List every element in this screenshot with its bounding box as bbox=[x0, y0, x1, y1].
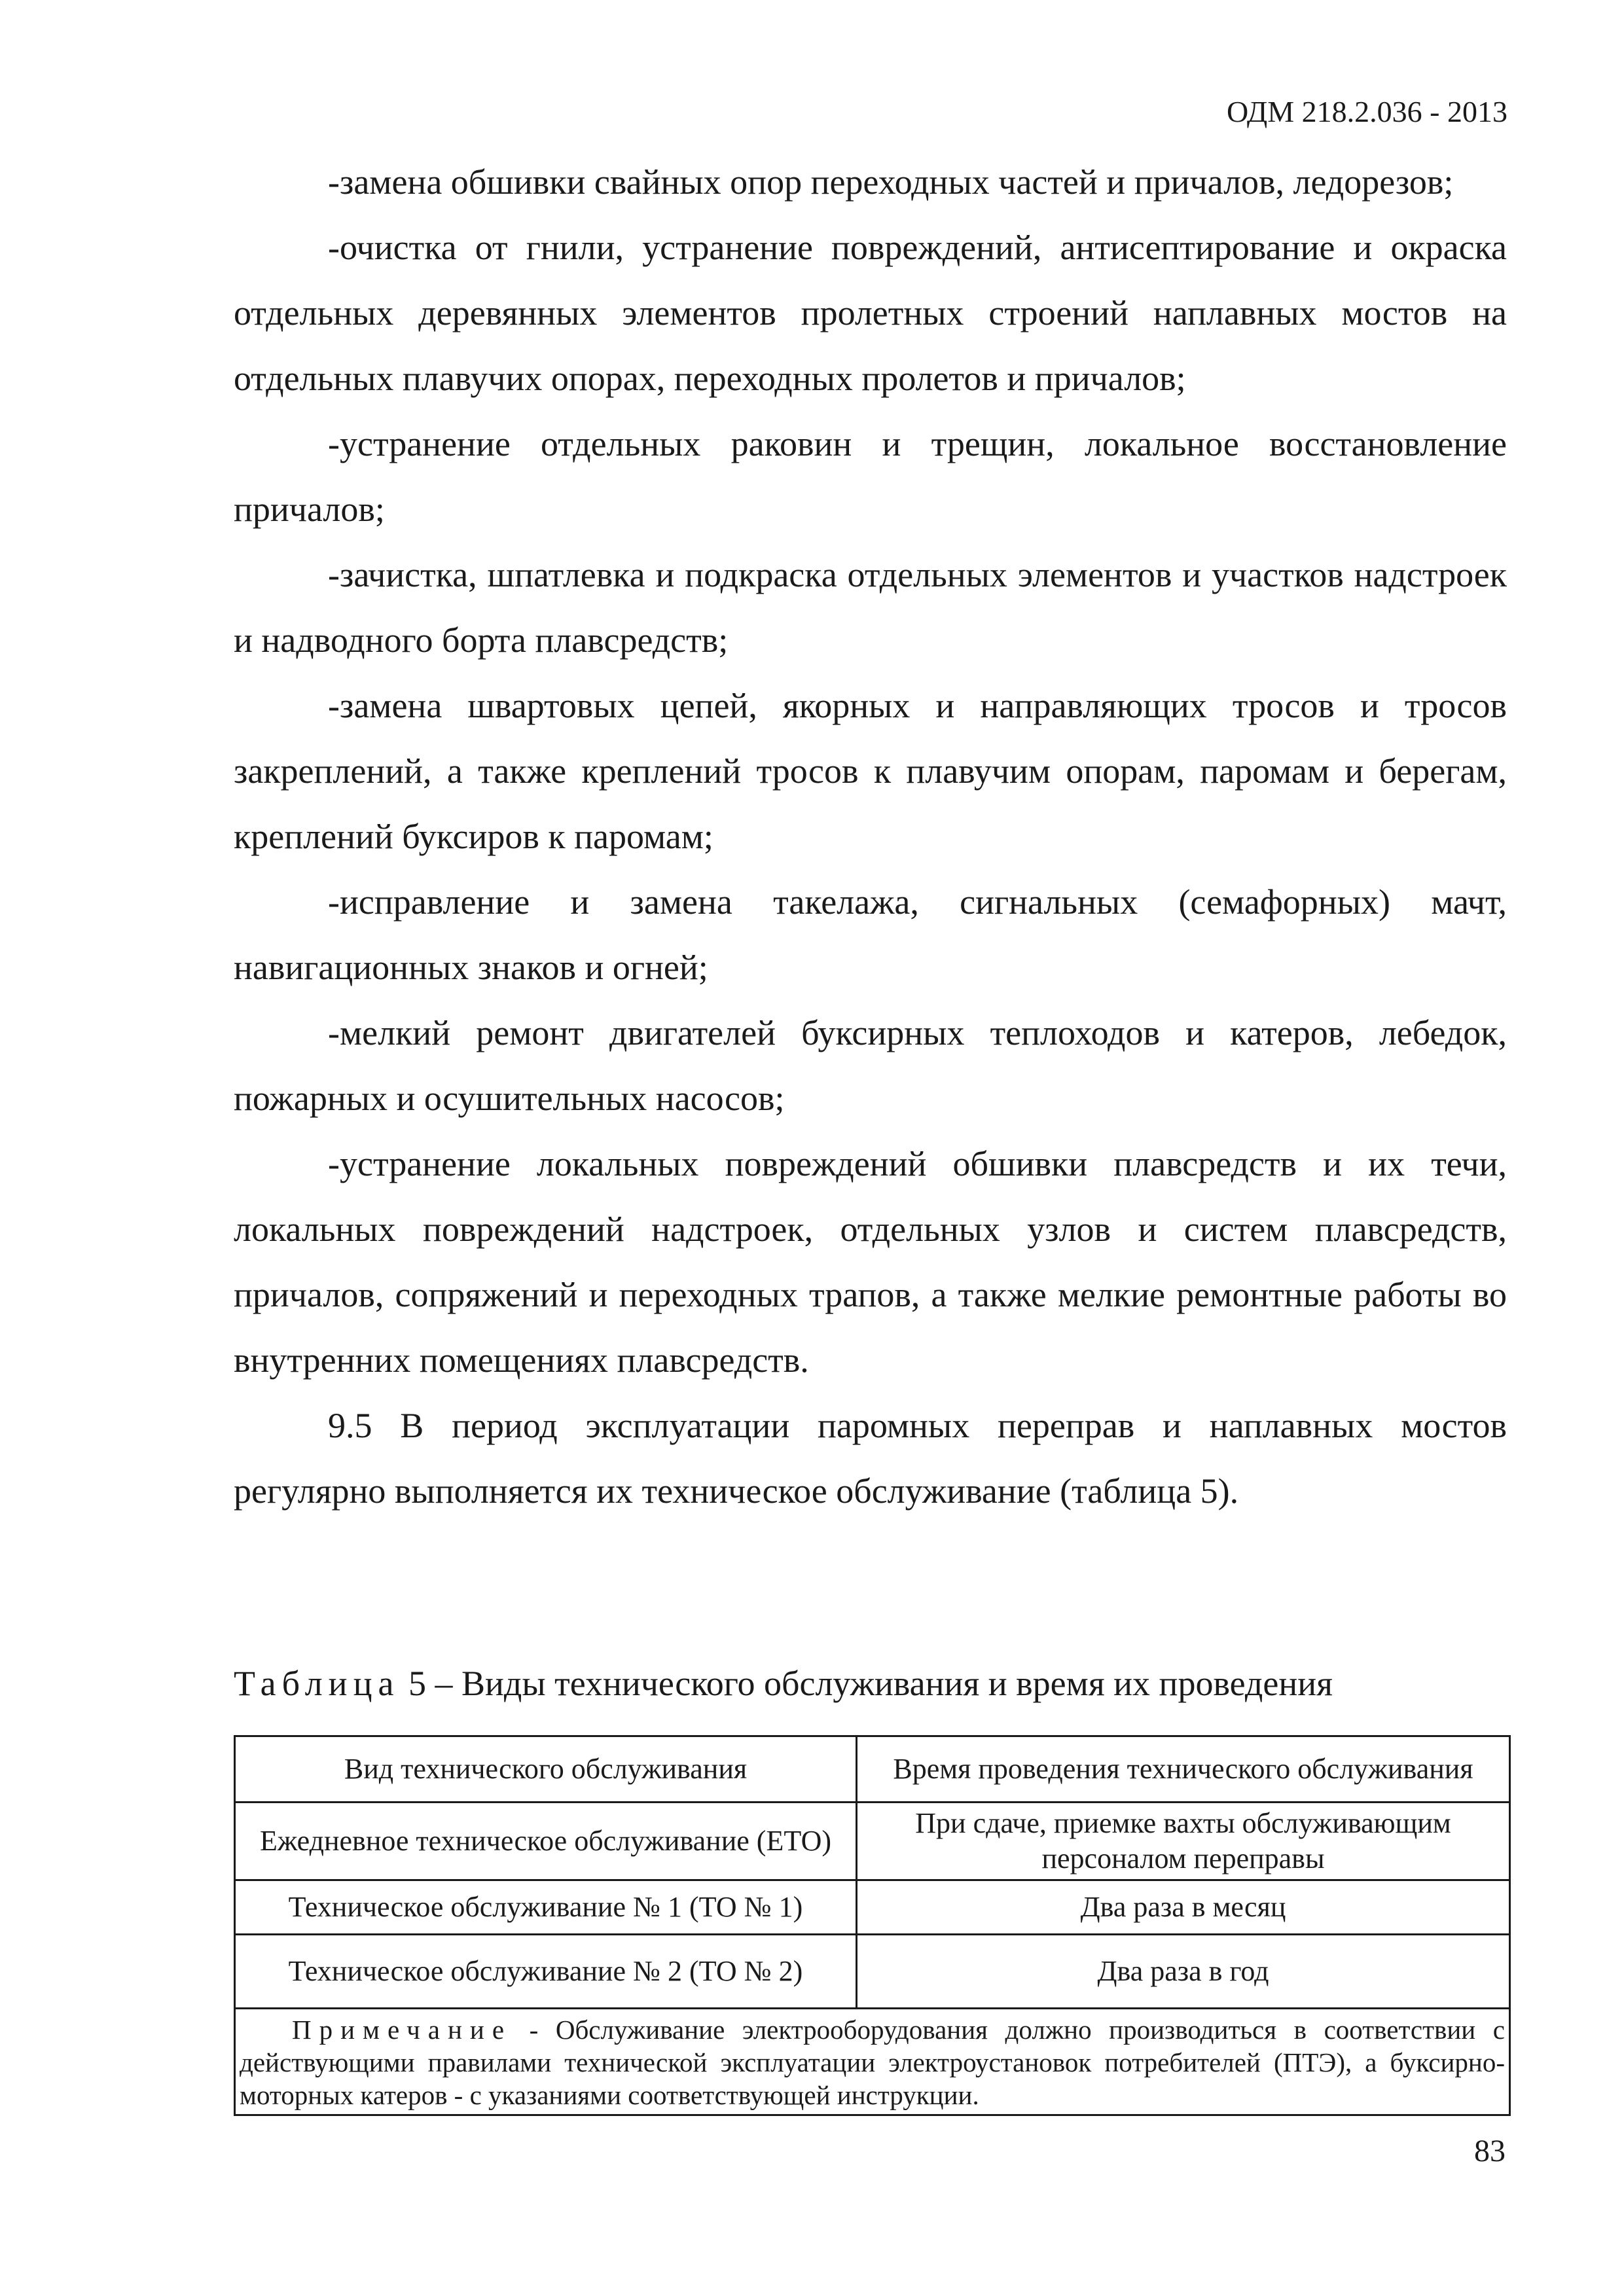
maintenance-table bbox=[234, 1735, 1511, 2116]
table-caption-label: Таблица bbox=[234, 1664, 400, 1703]
note-text: - Обслуживание электрооборудования должно производиться в соответствии с действующими правилами технической эксплуатации электроустановок потребителей (ПТЭ), а буксирно-моторных катеров - с указаниями соответствующей инструкции. bbox=[240, 2015, 1505, 2110]
table-caption bbox=[234, 1666, 1333, 1701]
table-header-row bbox=[235, 1736, 1510, 1803]
table-cell: Ежедневное техническое обслуживание (ЕТО) bbox=[235, 1803, 857, 1880]
table-header-cell: Вид технического обслуживания bbox=[235, 1736, 857, 1803]
table-cell: Техническое обслуживание № 1 (ТО № 1) bbox=[235, 1880, 857, 1935]
body-text bbox=[234, 149, 1507, 1524]
table-cell: Техническое обслуживание № 2 (ТО № 2) bbox=[235, 1935, 857, 2009]
table-note-row bbox=[235, 2009, 1510, 2115]
table-header-cell: Время проведения технического обслуживания bbox=[857, 1736, 1510, 1803]
paragraph-section-9-5: 9.5 В период эксплуатации паромных переправ и наплавных мостов регулярно выполняется их техническое обслуживание (таблица 5). bbox=[234, 1406, 1507, 1511]
table-note bbox=[235, 2009, 1510, 2115]
table-cell: При сдаче, приемке вахты обслуживающим персоналом переправы bbox=[857, 1803, 1510, 1880]
table-row bbox=[235, 1935, 1510, 2009]
document-code: ОДМ 218.2.036 - 2013 bbox=[1226, 95, 1507, 128]
paragraph: -исправление и замена такелажа, сигнальных (семафорных) мачт, навигационных знаков и огней; bbox=[234, 882, 1507, 987]
paragraph: -очистка от гнили, устранение повреждений, антисептирование и окраска отдельных деревянных элементов пролетных строений наплавных мостов на отдельных плавучих опорах, переходных пролетов и причалов; bbox=[234, 228, 1507, 398]
table-cell: Два раза в месяц bbox=[857, 1880, 1510, 1935]
paragraph: -замена швартовых цепей, якорных и направляющих тросов и тросов закреплений, а также креплений тросов к плавучим опорам, паромам и берегам, креплений буксиров к паромам; bbox=[234, 686, 1507, 856]
table-cell: Два раза в год bbox=[857, 1935, 1510, 2009]
paragraph: -зачистка, шпатлевка и подкраска отдельных элементов и участков надстроек и надводного борта плавсредств; bbox=[234, 555, 1507, 660]
page-number: 83 bbox=[1474, 2134, 1506, 2168]
paragraph: -устранение отдельных раковин и трещин, локальное восстановление причалов; bbox=[234, 424, 1507, 529]
note-label: Примечание bbox=[292, 2015, 513, 2045]
table-row bbox=[235, 1880, 1510, 1935]
paragraph: -мелкий ремонт двигателей буксирных теплоходов и катеров, лебедок, пожарных и осушительных насосов; bbox=[234, 1013, 1507, 1118]
table-caption-title: 5 – Виды технического обслуживания и время их проведения bbox=[399, 1664, 1333, 1703]
paragraph: -замена обшивки свайных опор переходных частей и причалов, ледорезов; bbox=[328, 162, 1454, 202]
paragraph: -устранение локальных повреждений обшивки плавсредств и их течи, локальных повреждений надстроек, отдельных узлов и систем плавсредств, причалов, сопряжений и переходных трапов, а также мелкие ремонтные работы во внутренних помещениях плавсредств. bbox=[234, 1144, 1507, 1380]
table-row bbox=[235, 1803, 1510, 1880]
